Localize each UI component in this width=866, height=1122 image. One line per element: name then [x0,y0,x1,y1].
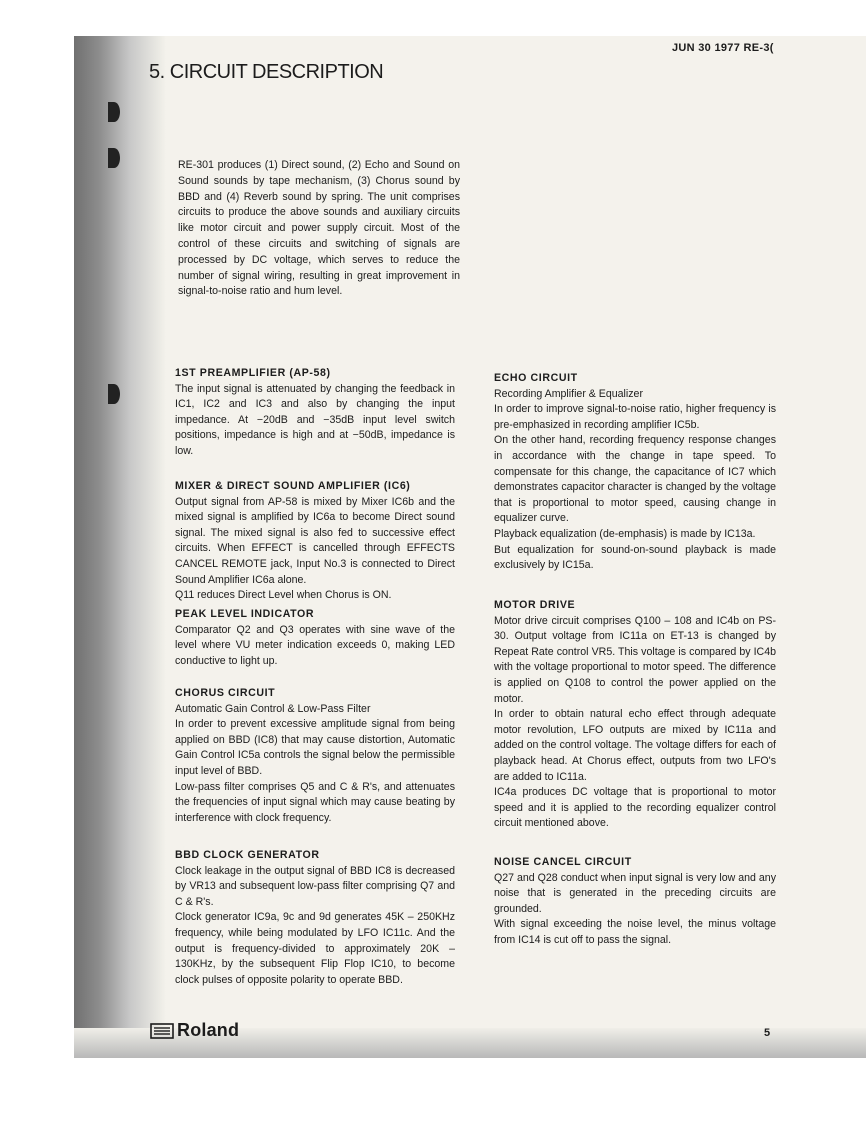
section-paragraph: The input signal is attenuated by changing the feedback in IC1, IC2 and IC3 and also by changing the input impedance. At −20dB and −35dB input level switch positions, impedance is high and at −50dB, impedance is low. [175,382,455,457]
section-number: 5. [149,61,165,83]
page-number: 5 [764,1027,771,1039]
section-subheading: Automatic Gain Control & Low-Pass Filter [175,702,371,715]
section-paragraph: Playback equalization (de-emphasis) is made by IC13a. [494,527,756,540]
section-heading: BBD CLOCK GENERATOR [175,849,320,861]
section-paragraph: Q27 and Q28 conduct when input signal is very low and any noise that is generated in the preceding circuits are grounded. [494,871,776,915]
section-paragraph: In order to improve signal-to-noise ratio, higher frequency is pre-emphasized in recording amplifier IC5b. [494,403,776,431]
section-paragraph: Clock leakage in the output signal of BBD IC8 is decreased by VR13 and subsequent low-pass filter comprising Q7 and C & R's. [175,864,455,908]
mixer-section [175,479,455,604]
section-paragraph: Low-pass filter comprises Q5 and C & R's, and attenuates the frequencies of input signal which may cause beating by interference with clock frequency. [175,780,455,824]
section-paragraph: In order to prevent excessive amplitude signal from being applied on BBD (IC8) that may cause distortion, Automatic Gain Control IC5a controls the signal below the permissible input level of BBD. [175,718,455,777]
section-paragraph: Motor drive circuit comprises Q100 – 108 and IC4b on PS-30. Output voltage from IC11a on ET-13 is changed by Repeat Rate control VR5. This voltage is compared by IC4b with the voltage proportional to motor speed. The difference is applied on Q108 to control the power applied on the motor. [494,614,776,705]
page-title [149,61,383,84]
brand-name: Roland [177,1020,240,1040]
section-paragraph: IC4a produces DC voltage that is proportional to motor speed and it is applied to the recording equalizer control circuit mentioned above. [494,786,776,830]
section-heading: MIXER & DIRECT SOUND AMPLIFIER (IC6) [175,480,411,492]
section-title-text: CIRCUIT DESCRIPTION [169,61,384,83]
section-heading: NOISE CANCEL CIRCUIT [494,856,632,868]
section-paragraph: In order to obtain natural echo effect through adequate motor revolution, LFO outputs are mixed by IC11a and added on the control voltage. The voltage differs for each of playback head. At Chorus effect, outputs from two LFO's are added to IC11a. [494,708,776,783]
binding-shadow [74,36,166,1058]
section-heading: 1ST PREAMPLIFIER (AP-58) [175,367,331,379]
roland-logo-icon [150,1023,174,1039]
chorus-section [175,686,455,826]
section-subheading: Recording Amplifier & Equalizer [494,387,643,400]
section-paragraph: Comparator Q2 and Q3 operates with sine wave of the level where VU meter indication exceeds 0, making LED conductive to light up. [175,623,455,667]
intro-text [178,158,460,300]
section-heading: PEAK LEVEL INDICATOR [175,608,315,620]
section-heading: MOTOR DRIVE [494,599,576,611]
peak-level-section [175,607,455,669]
section-paragraph: Q11 reduces Direct Level when Chorus is ON. [175,589,392,602]
punch-hole [108,148,120,168]
section-paragraph: Output signal from AP-58 is mixed by Mixer IC6b and the mixed signal is amplified by IC6a to become Direct sound signal. The mixed signal is also fed to successive effect circuits. When EFFECT is cancelled through EFFECTS CANCEL REMOTE jack, Input No.3 is connected to Direct Sound Amplifier IC6a alone. [175,495,455,586]
echo-section [494,371,776,574]
bbd-clock-section [175,848,455,988]
section-paragraph: With signal exceeding the noise level, the minus voltage from IC14 is cut off to pass the signal. [494,918,776,946]
intro-paragraph: RE-301 produces (1) Direct sound, (2) Echo and Sound on Sound sounds by tape mechanism, (3) Chorus sound by BBD and (4) Reverb sound by spring. The unit comprises circuits to produce the above sounds and auxiliary circuits like motor circuit and power supply circuit. Most of the control of these circuits and switching of signals are processed by DC voltage, which serves to reduce the number of signal wiring, resulting in great improvement in signal-to-noise ratio and hum level. [178,159,460,298]
date-stamp: JUN 30 1977 RE-3( [672,42,774,54]
motor-drive-section [494,598,776,832]
preamplifier-section [175,366,455,460]
punch-hole [108,102,120,122]
section-heading: ECHO CIRCUIT [494,372,578,384]
section-paragraph: On the other hand, recording frequency response changes in accordance with the change in tape speed. To compensate for this change, the capacitance of IC7 which demonstrates capacitor character is changed by the voltage that is proportional to motor speed, causing change in equalizer curve. [494,434,776,525]
section-paragraph: But equalization for sound-on-sound playback is made exclusively by IC15a. [494,543,776,572]
section-paragraph: Clock generator IC9a, 9c and 9d generates 45K – 250KHz frequency, while being modulated by LFO IC11c. And the output is frequency-divided to approximately 20K – 130KHz, by the subsequent Flip Flop IC10, to become clock pulses of opposite polarity to operate BBD. [175,911,455,986]
punch-hole [108,384,120,404]
noise-cancel-section [494,855,776,949]
section-heading: CHORUS CIRCUIT [175,687,276,699]
roland-logo [150,1020,239,1041]
